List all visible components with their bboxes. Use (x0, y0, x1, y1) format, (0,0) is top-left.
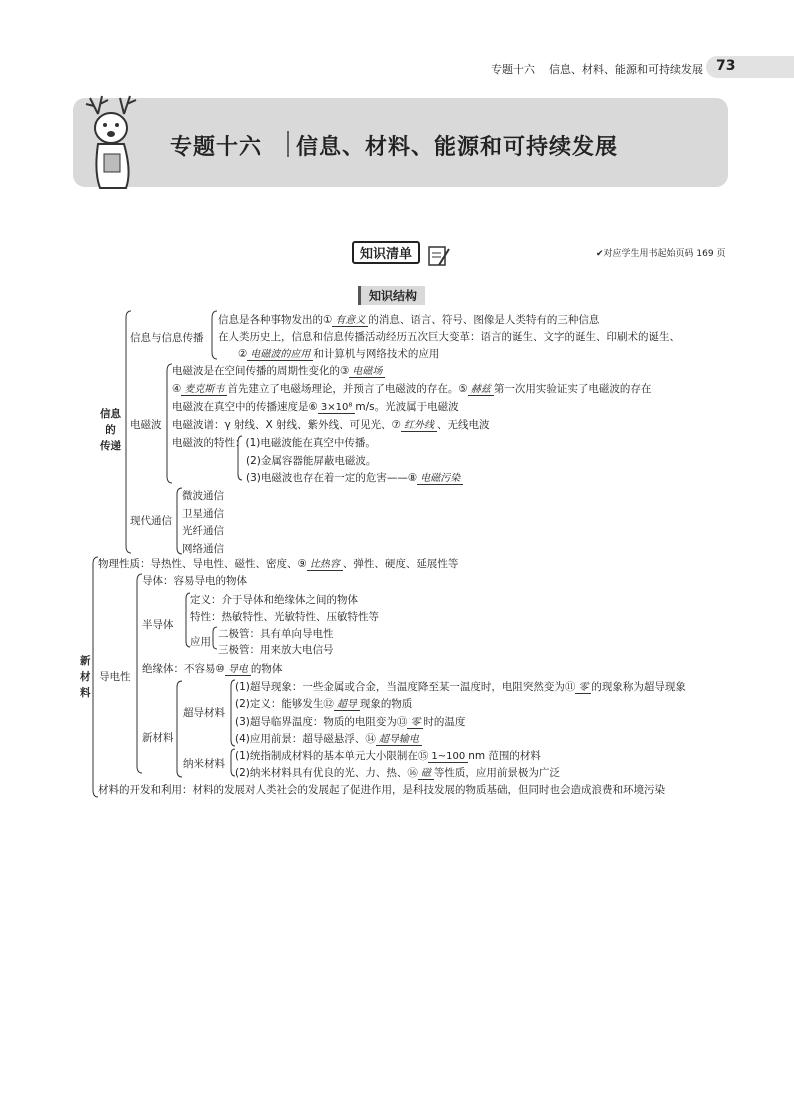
semi-def: 定义：介于导体和绝缘体之间的物体 (190, 594, 358, 606)
em-line-7: (3)电磁波也存在着一定的危害——⑧ 电磁污染 (246, 471, 463, 486)
header-subject: 信息、材料、能源和可持续发展 (549, 63, 703, 76)
node-modern-comm: 现代通信 (130, 515, 172, 527)
conductor: 导体：容易导电的物体 (142, 575, 247, 587)
node-semiconductor: 半导体 (142, 619, 174, 631)
nano-2: (2)纳米材料具有优良的光、力、热、⑯ 磁 等性质，应用前景极为广泛 (235, 767, 560, 779)
check-circle-icon: ✔ (596, 249, 604, 259)
em-line-1: 电磁波是在空间传播的周期性变化的③ 电磁场 (172, 364, 385, 379)
node-application: 应用 (190, 636, 211, 648)
node-em-wave: 电磁波 (130, 419, 162, 431)
page-title: 信息、材料、能源和可持续发展 (296, 135, 619, 160)
em-line-6: (2)金属容器能屏蔽电磁波。 (246, 455, 377, 467)
subsection-title: 知识结构 (358, 286, 425, 305)
banner-label: 专题十六 (170, 135, 263, 160)
reference-note: ✔对应学生用书起始页码 169 页 (596, 249, 726, 259)
info-line-1: 信息是各种事物发出的① 有意义 的消息、语言、符号、图像是人类特有的三种信息 (218, 314, 600, 326)
list-item: 光纤通信 (182, 525, 224, 537)
node-superconductor: 超导材料 (183, 707, 225, 719)
materials-development: 材料的开发和利用：材料的发展对人类社会的发展起了促进作用，是科技发展的物质基础，但同时也会造成浪费和环境污染 (98, 784, 665, 796)
em-line-2: ④ 麦克斯韦 首先建立了电磁场理论，并预言了电磁波的存在。⑤ 赫兹 第一次用实验证实了电磁波的存在 (172, 383, 652, 395)
super-2: (2)定义：能够发生⑫ 超导 现象的物质 (235, 698, 413, 710)
root-information: 信息 的 传递 (100, 408, 121, 452)
transistor: 三极管：用来放大电信号 (218, 644, 334, 656)
comm-list (182, 488, 224, 558)
super-3: (3)超导临界温度：物质的电阻变为⑬ 零 时的温度 (235, 716, 466, 728)
super-4: (4)应用前景：超导磁悬浮、⑭ 超导输电 (235, 732, 422, 747)
list-item: 网络通信 (182, 542, 224, 555)
super-1: (1)超导现象：一些金属或合金，当温度降至某一温度时，电阻突然变为⑪ 零 的现象称为超导现象 (235, 681, 686, 693)
phys-props: 物理性质：导热性、导电性、磁性、密度、⑨ 比热容 、弹性、硬度、延展性等 (98, 558, 459, 570)
em-line-4: 电磁波谱：γ 射线、X 射线、紫外线、可见光、⑦ 红外线 、无线电波 (172, 419, 490, 431)
node-nano: 纳米材料 (183, 758, 225, 770)
node-info-spread: 信息与信息传播 (130, 332, 204, 344)
list-item: 卫星通信 (182, 507, 224, 520)
info-line-2: 在人类历史上，信息和信息传播活动经历五次巨大变革：语言的诞生、文字的诞生、印刷术的诞生、 (218, 331, 680, 343)
diode: 二极管：具有单向导电性 (218, 628, 334, 640)
info-line-3: ② 电磁波的应用 和计算机与网络技术的应用 (238, 348, 440, 360)
page-number: 73 (716, 58, 736, 74)
em-line-5: 电磁波的特性：(1)电磁波能在真空中传播。 (172, 437, 376, 449)
section-title: 知识清单 (352, 241, 420, 264)
header-topic: 专题十六 (491, 63, 535, 76)
list-item: 微波通信 (182, 490, 224, 502)
semi-prop: 特性：热敏特性、光敏特性、压敏特性等 (190, 611, 379, 623)
node-new-materials: 新材料 (142, 732, 174, 744)
node-conductivity: 导电性 (99, 671, 131, 683)
nano-1: (1)统指制成材料的基本单元大小限制在⑮ 1~100 nm 范围的材料 (235, 750, 541, 762)
insulator: 绝缘体：不容易⑩ 导电 的物体 (142, 663, 283, 675)
em-line-3: 电磁波在真空中的传播速度是⑥ 3×10⁸ m/s。光波属于电磁波 (172, 401, 459, 413)
root-materials: 新 材 料 (80, 655, 91, 699)
